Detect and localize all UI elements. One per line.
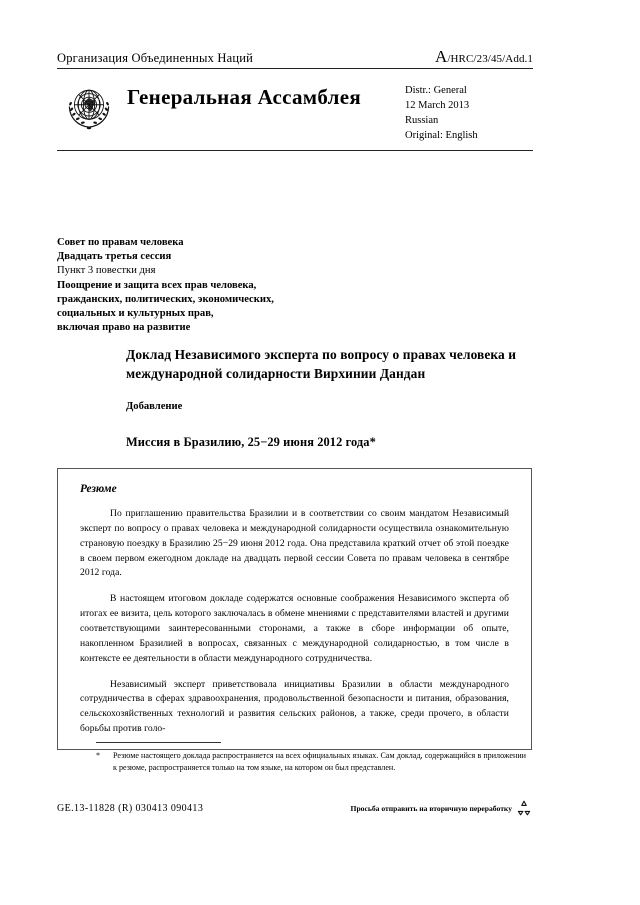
summary-paragraph: В настоящем итоговом докладе содержатся основные соображения Независимого эксперта об итогах ее визита, цель которого заключалась в обмене мнениями с представителями властей и другими соответствующими заинтересованными сторонами, а также в сборе информации об опыте, накопленном Бразилией в вопросах, связанных с международной солидарностью, в том числе в контексте ее деятельности в области международного сотрудничества. (80, 593, 509, 664)
recycle-notice (351, 799, 533, 817)
distribution-block (405, 84, 533, 144)
distribution-language: Russian (405, 114, 439, 126)
distribution-date: 12 March 2013 (405, 99, 470, 111)
council-body-name: Совет по правам человека (57, 237, 184, 248)
distribution-type: Distr.: General (405, 85, 467, 96)
summary-content (58, 469, 531, 758)
document-symbol-letter: A (434, 47, 448, 66)
footnote-divider (96, 742, 221, 743)
council-agenda-title-line-4: включая право на развитие (57, 322, 191, 334)
recycle-icon (515, 799, 533, 817)
assembly-title: Генеральная Ассамблея (127, 85, 362, 109)
council-session: Двадцать третья сессия (57, 251, 172, 263)
masthead-top-row (57, 48, 533, 68)
masthead (57, 48, 533, 151)
mission-subtitle: Миссия в Бразилию, 25−29 июня 2012 года* (126, 435, 376, 450)
masthead-divider-bottom (57, 150, 533, 151)
summary-box (57, 468, 532, 750)
page-title: Доклад Независимого эксперта по вопросу о правах человека и международной солидарности Вирхинии Дандан (126, 347, 517, 382)
footnote-text: Резюме настоящего доклада распространяется на всех официальных языках. Сам доклад, содержащийся в приложении к резюме, распространяется только на том языке, на котором он был представлен. (113, 751, 526, 773)
un-emblem-icon (61, 79, 117, 135)
summary-label: Резюме (80, 483, 117, 495)
council-agenda-title-line-2: гражданских, политических, экономических, (57, 293, 274, 305)
council-agenda-item: Пункт 3 повестки дня (57, 265, 156, 277)
council-block (57, 236, 457, 335)
page-footer (57, 799, 533, 817)
recycle-label: Просьба отправить на вторичную переработку (350, 803, 512, 813)
document-code: GE.13-11828 (R) 030413 090413 (57, 802, 204, 814)
document-symbol (435, 48, 533, 65)
addendum-label: Добавление (126, 401, 183, 413)
council-agenda-title-line-1: Поощрение и защита всех прав человека, (57, 279, 257, 291)
footnote (96, 750, 526, 775)
distribution-original: Original: English (405, 129, 478, 141)
masthead-main-row (57, 69, 533, 150)
title-block (126, 345, 536, 450)
summary-paragraph: Независимый эксперт приветствовала инициативы Бразилии в области международного сотрудничества в сферах здравоохранения, продовольственной безопасности и питания, образования, сельскохозяйственных технологий и развития сельских районов, а также, среди прочего, в области борьбы против голо- (80, 678, 509, 735)
organization-name: Организация Объединенных Наций (57, 51, 254, 65)
footnote-marker: * (96, 751, 101, 760)
document-symbol-rest: /HRC/23/45/Add.1 (447, 53, 533, 65)
summary-paragraph: По приглашению правительства Бразилии и в соответствии со своим мандатом Независимый эксперт по вопросу о правах человека и международной солидарности осуществила ознакомительную страновую поездку в Бразилию 25−29 июня 2012 года. Она представила краткий отчет об этой поездке в своем первом ежегодном докладе на двадцать первой сессии Совета по правам человека в сентябре 2012 года. (80, 508, 509, 579)
council-agenda-title-line-3: социальных и культурных прав, (57, 307, 214, 319)
